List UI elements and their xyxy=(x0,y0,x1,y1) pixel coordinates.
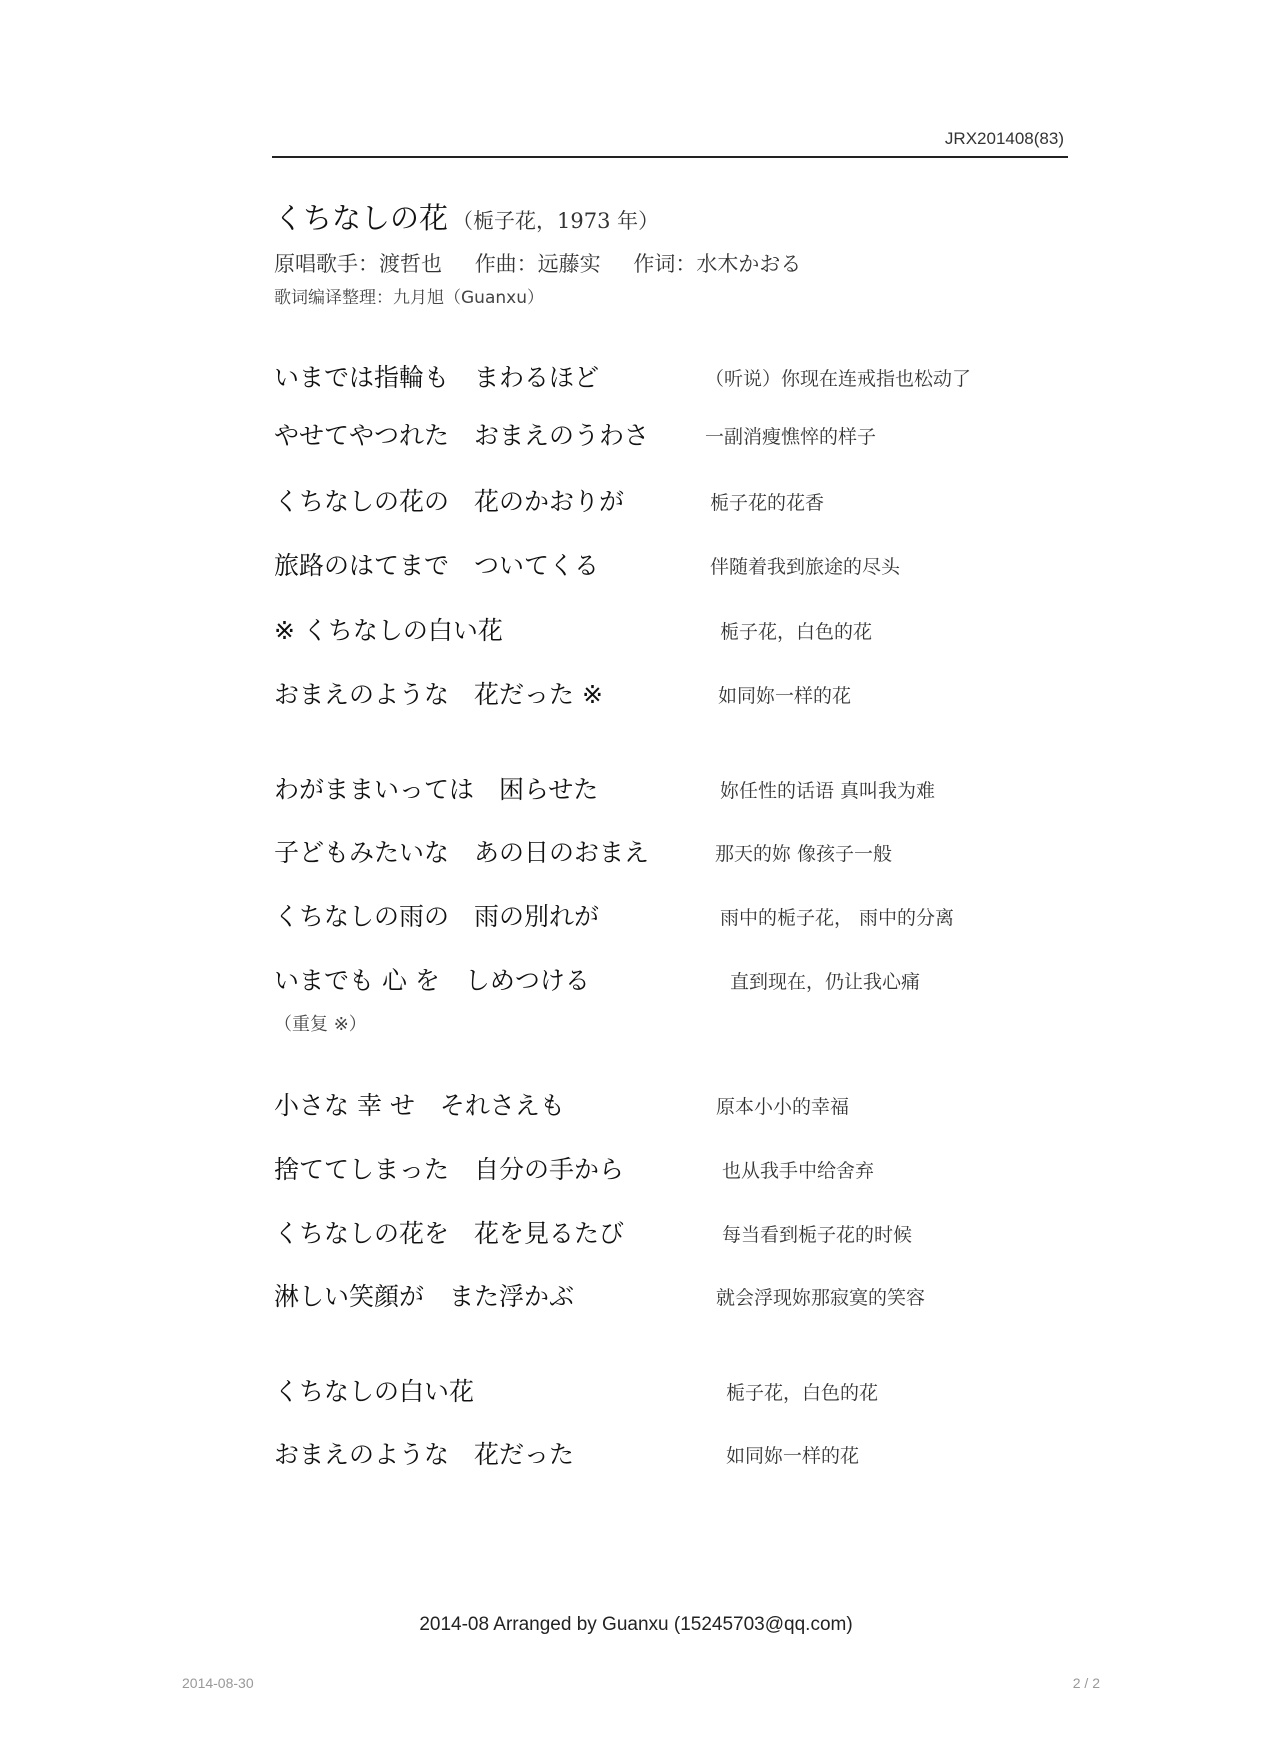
lyric-chinese: （听说）你现在连戒指也松动了 xyxy=(705,368,972,390)
lyric-line xyxy=(0,833,1272,873)
lyric-chinese: 那天的妳 像孩子一般 xyxy=(715,843,893,865)
lyric-line xyxy=(0,546,1272,586)
page-number: 2 / 2 xyxy=(1072,1675,1100,1691)
lyric-chinese: 就会浮现妳那寂寞的笑容 xyxy=(716,1287,926,1309)
lyric-japanese: わがままいっては 困らせた xyxy=(274,775,599,804)
lyric-japanese: おまえのような 花だった xyxy=(274,1440,575,1469)
composer-credit: 作曲：远藤实 xyxy=(474,252,601,276)
lyric-chinese: 栀子花，白色的花 xyxy=(726,1382,879,1404)
lyric-line xyxy=(0,961,1272,1001)
lyric-line xyxy=(0,482,1272,522)
lyric-japanese: いまでは指輪も まわるほど xyxy=(274,363,600,392)
lyric-line xyxy=(0,358,1272,398)
header-rule xyxy=(272,156,1068,158)
lyric-line xyxy=(0,1086,1272,1126)
lyric-chinese: 每当看到栀子花的时候 xyxy=(722,1224,913,1246)
lyric-chinese: 妳任性的话语 真叫我为难 xyxy=(720,780,936,802)
lyric-chinese: 一副消瘦憔悴的样子 xyxy=(705,426,877,448)
translator-credit: 歌词编译整理：九月旭（Guanxu） xyxy=(274,288,544,308)
page-date: 2014-08-30 xyxy=(182,1675,254,1691)
lyric-line xyxy=(0,1277,1272,1317)
lyric-japanese: 捨ててしまった 自分の手から xyxy=(274,1155,625,1184)
lyricist-credit: 作词：水木かおる xyxy=(633,252,802,276)
lyric-line xyxy=(0,770,1272,810)
lyric-japanese: ※ くちなしの白い花 xyxy=(274,616,503,645)
singer-credit: 原唱歌手：渡哲也 xyxy=(274,252,442,276)
lyric-line xyxy=(0,1214,1272,1254)
lyric-japanese: いまでも 心 を しめつける xyxy=(274,966,590,995)
lyric-line xyxy=(0,1435,1272,1475)
lyric-chinese: 伴随着我到旅途的尽头 xyxy=(710,556,901,578)
lyric-line xyxy=(0,897,1272,937)
lyric-japanese: くちなしの花を 花を見るたび xyxy=(274,1219,625,1248)
lyric-chinese: 栀子花的花香 xyxy=(710,492,825,514)
lyric-japanese: 淋しい笑顔が また浮かぶ xyxy=(274,1282,575,1311)
lyric-chinese: 雨中的栀子花， 雨中的分离 xyxy=(720,907,955,929)
lyric-line xyxy=(0,611,1272,651)
lyric-chinese: 如同妳一样的花 xyxy=(718,685,852,707)
lyric-japanese: くちなしの白い花 xyxy=(274,1377,475,1406)
lyric-japanese: やせてやつれた おまえのうわさ xyxy=(274,421,650,450)
lyric-chinese: 也从我手中给舍弃 xyxy=(722,1160,875,1182)
song-subtitle: （栀子花，1973 年） xyxy=(452,209,660,233)
lyric-japanese: 子どもみたいな あの日のおまえ xyxy=(274,838,650,867)
lyric-chinese: 如同妳一样的花 xyxy=(726,1445,860,1467)
lyric-line xyxy=(0,675,1272,715)
document-code: JRX201408(83) xyxy=(944,129,1064,148)
song-title xyxy=(274,196,659,237)
lyric-chinese: 原本小小的幸福 xyxy=(716,1096,850,1118)
lyric-japanese: おまえのような 花だった ※ xyxy=(274,680,603,709)
song-credits xyxy=(274,248,827,278)
song-title-text: くちなしの花 xyxy=(274,201,449,235)
lyric-chinese: 直到现在，仍让我心痛 xyxy=(730,971,921,993)
lyric-japanese: 旅路のはてまで ついてくる xyxy=(274,551,600,580)
repeat-note: （重复 ※） xyxy=(274,1014,367,1035)
arranged-by-footer: 2014-08 Arranged by Guanxu (15245703@qq.com) xyxy=(419,1614,853,1635)
lyric-japanese: くちなしの花の 花のかおりが xyxy=(274,487,625,516)
lyric-japanese: くちなしの雨の 雨の別れが xyxy=(274,902,600,931)
lyric-chinese: 栀子花，白色的花 xyxy=(720,621,873,643)
lyric-line xyxy=(0,416,1272,456)
lyric-line xyxy=(0,1372,1272,1412)
lyric-line xyxy=(0,1150,1272,1190)
lyric-japanese: 小さな 幸 せ それさえも xyxy=(274,1091,565,1120)
